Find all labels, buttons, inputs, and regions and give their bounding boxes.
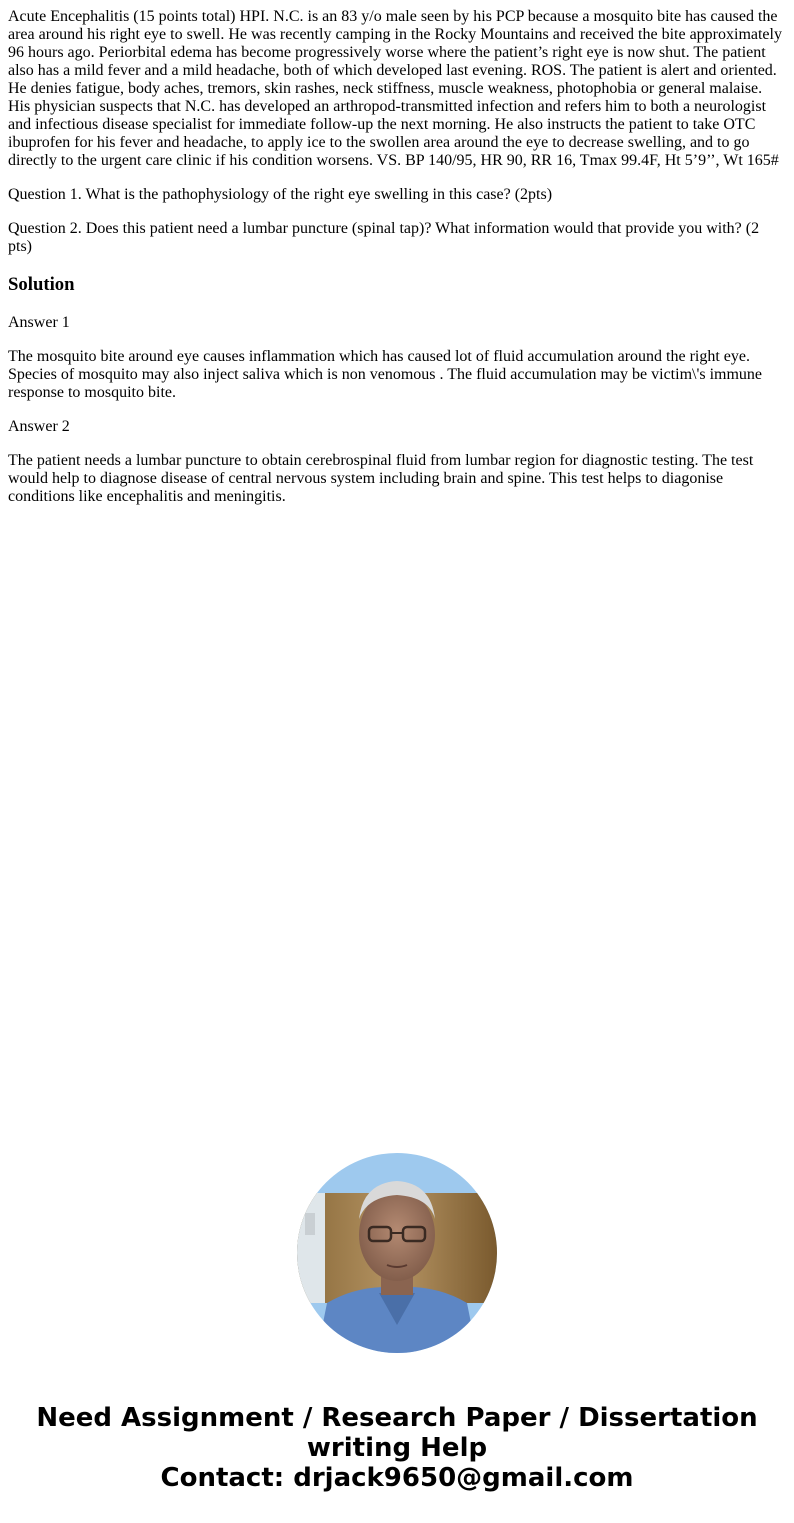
answer-2-label: Answer 2 xyxy=(8,418,70,435)
promo-banner xyxy=(0,1403,794,1493)
promo-contact: Contact: drjack9650@gmail.com xyxy=(160,1463,634,1493)
document-body xyxy=(8,8,786,522)
question-1: Question 1. What is the pathophysiology of the right eye swelling in this case? (2pts) xyxy=(8,186,553,203)
solution-heading: Solution xyxy=(8,274,75,295)
answer-1-text: The mosquito bite around eye causes inflammation which has caused lot of fluid accumulation around the right eye. Species of mosquito may also inject saliva which is non venomous . The fluid accumulation may be victim\'s immune response to mosquito bite. xyxy=(8,348,763,401)
case-description: Acute Encephalitis (15 points total) HPI. N.C. is an 83 y/o male seen by his PCP because a mosquito bite has caused the area around his right eye to swell. He was recently camping in the Rocky Mountains and received the bite approximately 96 hours ago. Periorbital edema has become progressively worse where the patient’s right eye is now shut. The patient also has a mild fever and a mild headache, both of which developed last evening. ROS. The patient is alert and oriented. He denies fatigue, body aches, tremors, skin rashes, neck stiffness, muscle weakness, photophobia or general malaise. His physician suspects that N.C. has developed an arthropod-transmitted infection and refers him to both a neurologist and infectious disease specialist for immediate follow-up the next morning. He also instructs the patient to take OTC ibuprofen for his fever and headache, to apply ice to the swollen area around the eye to decrease swelling, and to go directly to the urgent care clinic if his condition worsens. VS. BP 140/95, HR 90, RR 16, Tmax 99.4F, Ht 5’9’’, Wt 165# xyxy=(8,8,782,169)
promo-line-2: writing Help xyxy=(306,1433,488,1463)
promo-line-1: Need Assignment / Research Paper / Dissertation xyxy=(36,1403,758,1433)
question-2: Question 2. Does this patient need a lumbar puncture (spinal tap)? What information would that provide you with? (2 pts) xyxy=(8,220,760,255)
author-avatar xyxy=(297,1153,497,1353)
answer-2-text: The patient needs a lumbar puncture to obtain cerebrospinal fluid from lumbar region for diagnostic testing. The test would help to diagnose disease of central nervous system including brain and spine. This test helps to diagonise conditions like encephalitis and meningitis. xyxy=(8,452,754,505)
answer-1-label: Answer 1 xyxy=(8,314,70,331)
